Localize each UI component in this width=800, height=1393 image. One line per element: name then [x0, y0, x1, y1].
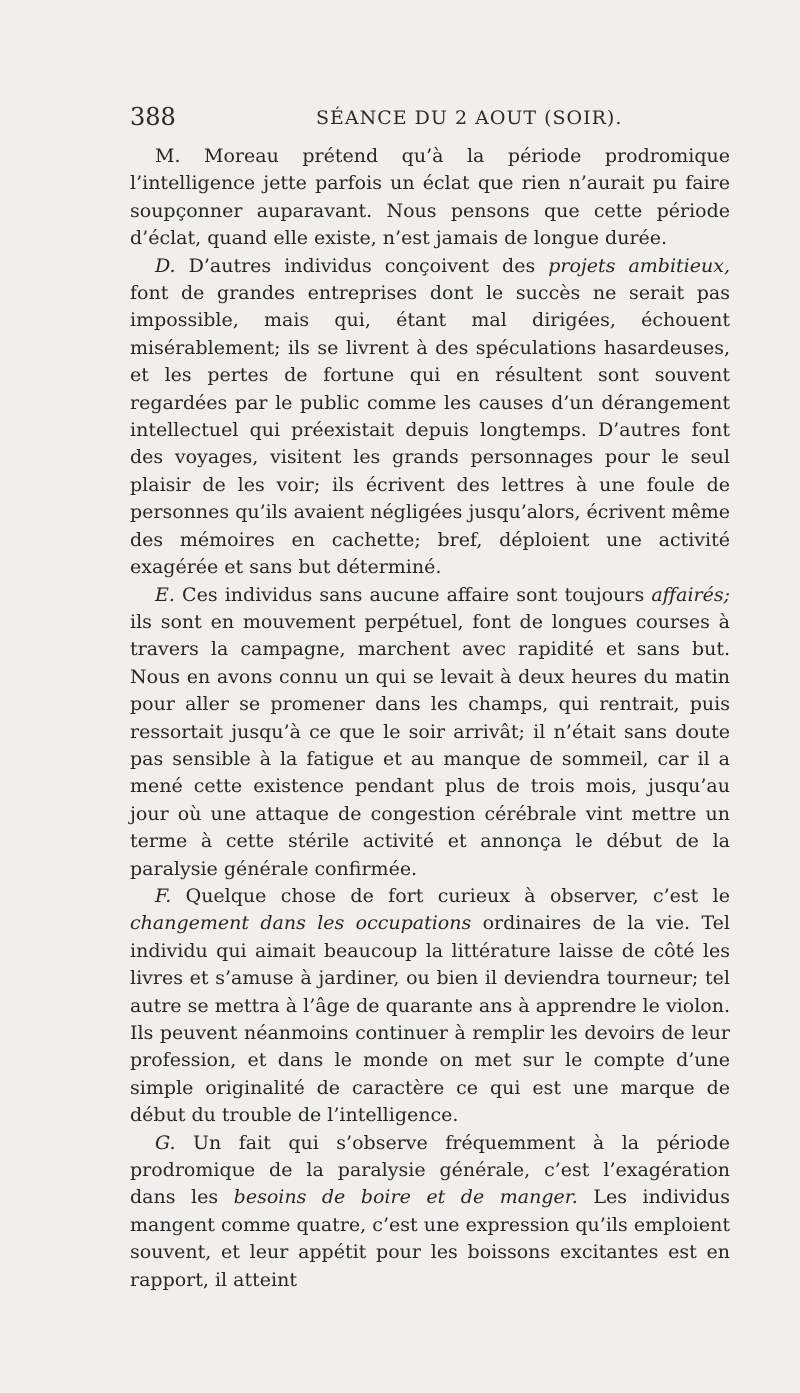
- section-letter: F.: [155, 884, 172, 907]
- section-letter: D.: [155, 254, 176, 277]
- paragraph-e: [130, 582, 730, 883]
- paragraph-text: ordinaires de la vie. Tel individu qui aimait beaucoup la littérature laisse de côté les livres et s’amuse à jardiner, ou bien il deviendra tourneur; tel autre se mettra à l’âge de quarante ans à apprendre le violon. Ils peuvent néanmoins continuer à remplir les devoirs de leur profession, et dans le monde on met sur le compte d’une simple originalité de caractère ce qui est une marque de début du trouble de l’intelligence.: [130, 912, 730, 1127]
- section-letter: G.: [155, 1131, 176, 1154]
- paragraph-text: font de grandes entreprises dont le succès ne serait pas impossible, mais qui, étant mal dirigées, échouent misérablement; ils se livrent à des spéculations hasardeuses, et les pertes de fortune qui en résultent sont souvent regardées par le public comme les causes d’un dérangement intellectuel qui préexistait depuis longtemps. D’autres font des voyages, visitent les grands personnages pour le seul plaisir de les voir; ils écrivent des lettres à une foule de personnes qu’ils avaient négligées jusqu’alors, écrivent même des mémoires en cachette; bref, déploient une activité exagérée et sans but déterminé.: [130, 282, 730, 579]
- paragraph-text: M. Moreau prétend qu’à la période prodromique l’intelligence jette parfois un éclat que rien n’aurait pu faire soupçonner auparavant. Nous pensons que cette période d’éclat, quand elle existe, n’est jamais de longue durée.: [130, 145, 730, 250]
- running-title: SÉANCE DU 2 AOUT (SOIR).: [316, 107, 623, 129]
- emphasis-text: affairés;: [651, 583, 730, 606]
- paragraph-text: Quelque chose de fort curieux à observer, c’est le: [171, 884, 730, 907]
- paragraph-f: [130, 883, 730, 1130]
- paragraph-text: D’autres individus conçoivent des: [175, 254, 549, 277]
- emphasis-text: besoins de boire et de manger.: [233, 1186, 578, 1209]
- paragraph-text: Un fait qui s’observe fréquemment à la période prodromique de la paralysie générale, c’est l’exagération dans les: [130, 1131, 730, 1209]
- paragraph-text: Les individus mangent comme quatre, c’est une expression qu’ils emploient souvent, et leur appétit pour les boissons excitantes est en rapport, il atteint: [130, 1186, 730, 1291]
- emphasis-text: projets ambitieux,: [548, 254, 730, 277]
- paragraph-moreau: [130, 143, 730, 253]
- section-letter: E.: [155, 583, 175, 606]
- paragraph-d: [130, 253, 730, 582]
- emphasis-text: changement dans les occupations: [130, 912, 472, 935]
- paragraph-g: [130, 1130, 730, 1294]
- body-text: [130, 143, 730, 1294]
- page-header: [130, 103, 730, 139]
- paragraph-text: ils sont en mouvement perpétuel, font de longues courses à travers la campagne, marchent avec rapidité et sans but. Nous en avons connu un qui se levait à deux heures du matin pour aller se promener dans les champs, qui rentrait, puis ressortait jusqu’à ce que le soir arrivât; il n’était sans doute pas sensible à la fatigue et au manque de sommeil, car il a mené cette existence pendant plus de trois mois, jusqu’au jour où une attaque de congestion cérébrale vint mettre un terme à cette stérile activité et annonça le début de la paralysie générale confirmée.: [130, 610, 730, 880]
- page-number: 388: [130, 103, 176, 131]
- paragraph-text: Ces individus sans aucune affaire sont toujours: [174, 583, 652, 606]
